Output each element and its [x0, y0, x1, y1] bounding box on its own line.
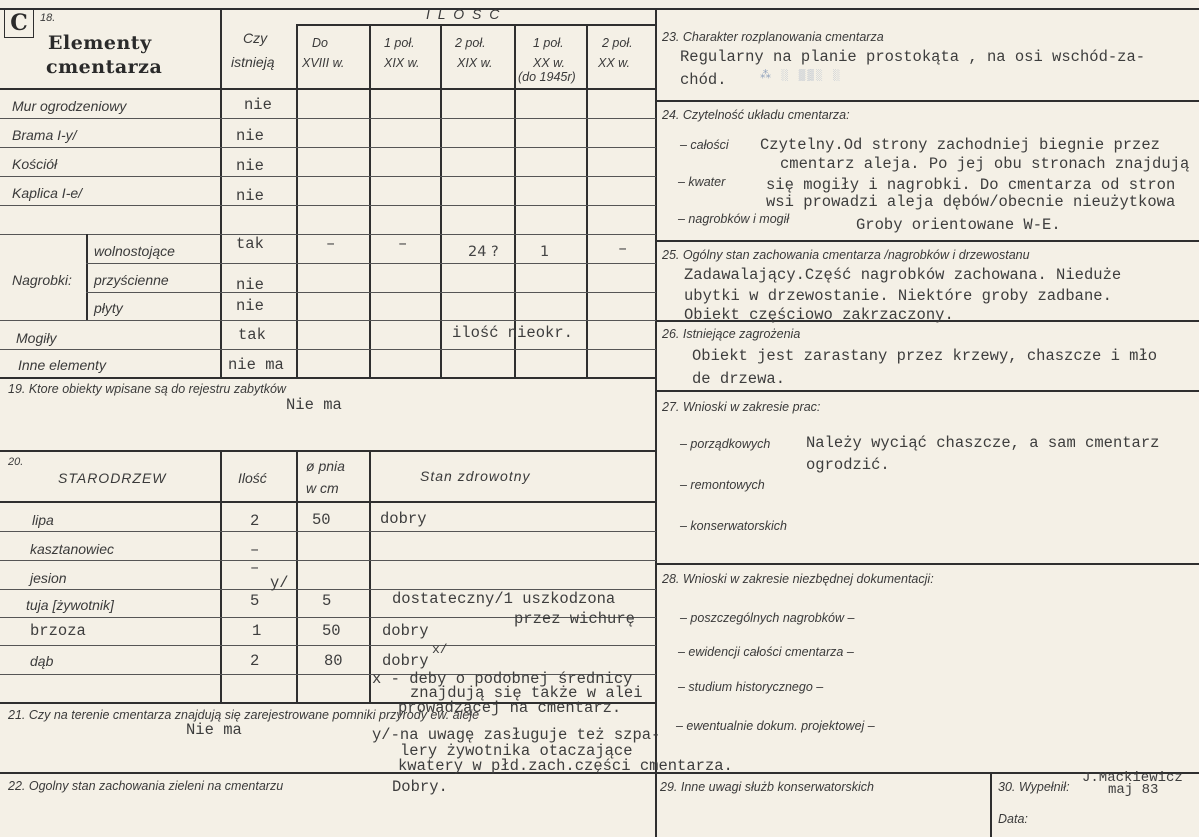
period-header: 2 poł. [455, 36, 486, 50]
section-title: 28. Wnioski w zakresie niezbędnej dokumentacji: [662, 572, 934, 586]
column-header: ø pnia [306, 458, 345, 474]
column-header: w cm [306, 480, 339, 496]
rule [369, 24, 371, 378]
footnote: znajdują się także w alei [410, 684, 643, 702]
row-label: płyty [94, 300, 123, 316]
rule [440, 24, 442, 378]
section-title: 24. Czytelność układu cmentarza: [662, 108, 850, 122]
item-label: – konserwatorskich [680, 519, 787, 533]
tree-qty: 2 [250, 652, 260, 670]
rule [0, 531, 656, 532]
section-text: cmentarz aleja. Po jej obu stronach znajdują [780, 155, 1190, 173]
section-value: Nie ma [286, 396, 342, 414]
tree-name: lipa [32, 512, 54, 528]
row-value: nie [236, 127, 264, 145]
card-letter: C [4, 8, 34, 38]
rule [990, 772, 992, 837]
section-text: chód. [680, 71, 727, 89]
tree-name: brzoza [30, 622, 86, 640]
row-label: wolnostojące [94, 243, 175, 259]
tree-diam: 80 [324, 652, 343, 670]
column-header: Czy [243, 30, 268, 46]
section-text: Regularny na planie prostokąta , na osi wschód-za- [680, 48, 1146, 66]
section-title: 27. Wnioski w zakresie prac: [662, 400, 821, 414]
list-item: – poszczególnych nagrobków – [680, 611, 855, 625]
section-title: Elementy [48, 32, 152, 54]
section-title: 25. Ogólny stan zachowania cmentarza /nagrobków i drzewostanu [662, 248, 1030, 262]
rule [220, 8, 222, 378]
row-value: ilość nieokr. [452, 324, 573, 342]
section-title: 22. Ogolny stan zachowania zieleni na cmentarzu [8, 779, 284, 793]
row-value: nie [236, 276, 264, 294]
row-value: nie [236, 187, 264, 205]
footnote: kwatery w płd.zach.części cmentarza. [398, 757, 733, 775]
section-value: Nie ma [186, 721, 242, 739]
row-label: Kaplica I-e/ [12, 185, 83, 201]
tree-state: dobry [382, 652, 429, 670]
row-value: – [618, 240, 628, 258]
rule [656, 390, 1199, 392]
list-item: – ewidencji całości cmentarza – [678, 645, 854, 659]
tree-name: dąb [30, 653, 54, 669]
section-text: ogrodzić. [806, 456, 890, 474]
section-title: 29. Inne uwagi służb konserwatorskich [660, 780, 875, 794]
section-text: Zadawalający.Część nagrobków zachowana. Nieduże [684, 266, 1122, 284]
rule [220, 450, 222, 703]
section-text: się mogiły i nagrobki. Do cmentarza od stron [766, 176, 1176, 194]
tree-qty: – [250, 541, 260, 559]
footnote: lery żywotnika otaczające [400, 742, 633, 760]
period-header: XX w. [598, 56, 630, 70]
row-value: nie [236, 157, 264, 175]
item-label: – całości [680, 138, 729, 152]
section-text: Należy wyciąć chaszcze, a sam cmentarz [806, 434, 1160, 452]
row-value: – [398, 235, 408, 253]
section-number: 18. [40, 12, 56, 24]
item-label: – porządkowych [680, 437, 771, 451]
tree-qty: 1 [252, 622, 262, 640]
rule [86, 292, 656, 293]
period-header: 2 poł. [602, 36, 633, 50]
rule [296, 24, 298, 378]
section-title: cmentarza [46, 56, 163, 78]
tree-name: kasztanowiec [30, 541, 115, 557]
section-title: 26. Istniejące zagrożenia [662, 327, 801, 341]
tree-diam: 5 [322, 592, 332, 610]
footnote: x - deby o podobnej średnicy [372, 670, 633, 688]
column-header: STARODRZEW [58, 470, 167, 486]
column-header: Stan zdrowotny [420, 468, 531, 484]
row-label: przyścienne [94, 272, 169, 288]
rule [0, 349, 656, 350]
row-label: Brama I-y/ [12, 127, 77, 143]
rule [0, 377, 656, 379]
section-text: Obiekt częściowo zakrzaczony. [684, 306, 954, 324]
rule [0, 645, 656, 646]
faded-stamp: ⁂ ░ ▒▒░ ░ [760, 70, 842, 82]
tree-name: jesion [30, 570, 67, 586]
tree-name: tuja [żywotnik] [26, 597, 114, 613]
rule [656, 240, 1199, 242]
item-label: – nagrobków i mogił [678, 212, 790, 226]
section-title: 21. Czy na terenie cmentarza znajdują się zarejestrowane pomniki przyrody ew. aleje [8, 708, 480, 722]
section-text: wsi prowadzi aleja dębów/obecnie nieużytkowa [766, 193, 1176, 211]
period-header: Do [312, 36, 328, 50]
rule [0, 176, 656, 177]
rule [656, 100, 1199, 102]
rule [0, 147, 656, 148]
rule [0, 205, 656, 206]
column-header: istnieją [231, 54, 275, 70]
period-header: XVIII w. [302, 56, 345, 70]
rule [0, 88, 656, 90]
rule [655, 8, 657, 837]
signature-date: maj 83 [1108, 782, 1159, 798]
tree-mark: x/ [432, 642, 448, 657]
list-item: – studium historycznego – [678, 680, 824, 694]
row-label: Kościół [12, 156, 58, 172]
tree-state: dostateczny/1 uszkodzona [392, 590, 616, 608]
footnote: prowadzącej na cmentarz. [398, 699, 622, 717]
row-value: nie [244, 96, 272, 114]
rule [656, 563, 1199, 565]
signature-name: J.Mackiewicz [1082, 770, 1183, 786]
tree-qty: 5 [250, 592, 260, 610]
row-value: – [326, 235, 336, 253]
row-value: tak [236, 235, 264, 253]
section-title: 19. Ktore obiekty wpisane są do rejestru zabytków [8, 382, 286, 396]
rule [86, 234, 88, 320]
period-header: XIX w. [457, 56, 493, 70]
section-number: 20. [8, 456, 24, 468]
section-text: ubytki w drzewostanie. Niektóre groby zadbane. [684, 287, 1112, 305]
rule [0, 501, 656, 503]
row-value: nie [236, 297, 264, 315]
section-title: 23. Charakter rozplanowania cmentarza [662, 30, 884, 44]
section-text: Czytelny.Od strony zachodniej biegnie przez [760, 136, 1160, 154]
row-value: nie ma [228, 356, 284, 374]
column-group-header: I L O S C [426, 6, 502, 22]
date-label: Data: [998, 812, 1028, 826]
item-label: – kwater [678, 175, 726, 189]
period-header: 1 poł. [384, 36, 415, 50]
rule [0, 118, 656, 119]
rule [296, 450, 298, 703]
section-text: de drzewa. [692, 370, 786, 388]
rule [369, 450, 371, 703]
tree-diam: 50 [312, 511, 331, 529]
rule [0, 8, 1199, 10]
rule [0, 320, 656, 321]
rule [86, 263, 656, 264]
rule [0, 560, 656, 561]
list-item: – ewentualnie dokum. projektowej – [676, 719, 875, 733]
period-header: 1 poł. [533, 36, 564, 50]
tree-diam: 50 [322, 622, 341, 640]
section-text: Obiekt jest zarastany przez krzewy, chaszcze i mło [692, 347, 1158, 365]
row-label: Mur ogrodzeniowy [12, 98, 127, 114]
rule [0, 450, 656, 452]
row-value: 1 [540, 244, 550, 260]
nagrobki-label: Nagrobki: [12, 272, 72, 288]
rule [296, 24, 656, 26]
footnote: y/-na uwagę zasługuje też szpa- [372, 726, 661, 744]
row-label: Inne elementy [18, 357, 106, 373]
tree-qty: 2 [250, 512, 260, 530]
row-value: tak [238, 326, 266, 344]
period-header: (do 1945r) [518, 70, 576, 84]
tree-state: dobry [382, 622, 429, 640]
section-text: Groby orientowane W-E. [856, 216, 1061, 234]
tree-state: dobry [380, 510, 427, 528]
tree-state-cont: przez wichurę [514, 610, 635, 628]
row-value: 24 ? [468, 244, 499, 260]
rule [586, 24, 588, 378]
period-header: XX w. [533, 56, 565, 70]
tree-mark: y/ [270, 574, 289, 592]
row-label: Mogiły [16, 330, 57, 346]
column-header: Ilość [238, 470, 267, 486]
section-title: 30. Wypełnił: [998, 780, 1070, 794]
period-header: XIX w. [384, 56, 420, 70]
item-label: – remontowych [680, 478, 765, 492]
section-value: Dobry. [392, 778, 448, 796]
tree-qty: – [250, 559, 260, 577]
